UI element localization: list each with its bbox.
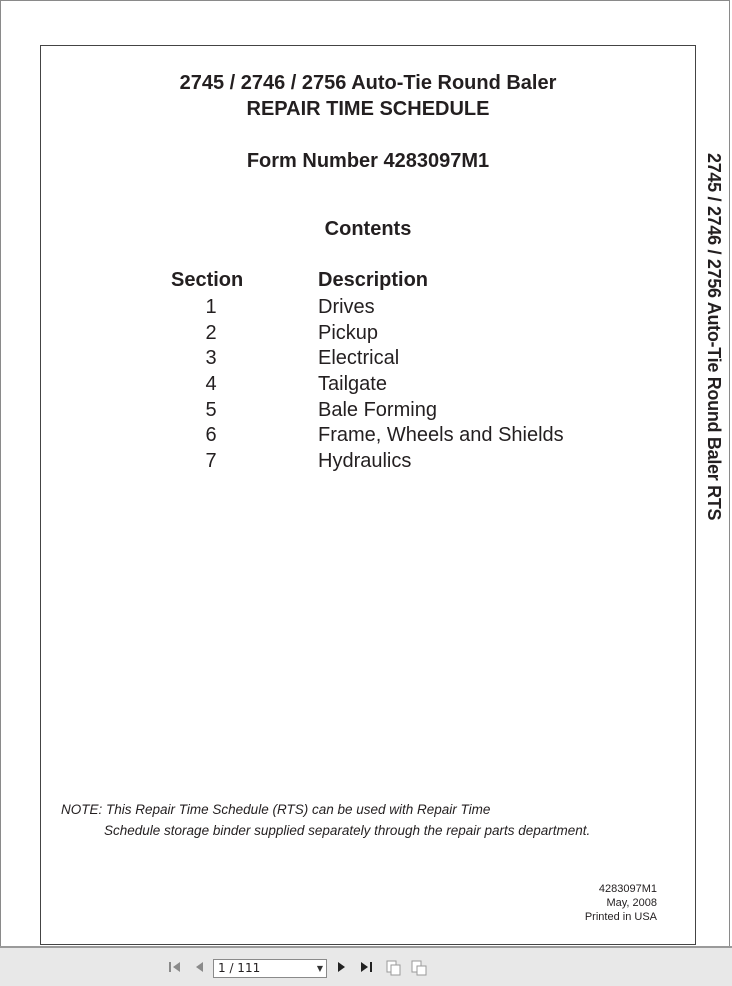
form-number: Form Number 4283097M1 [246, 150, 490, 172]
viewer-toolbar [0, 946, 732, 986]
section-number: 3 [205, 347, 217, 370]
note-line-1: NOTE: This Repair Time Schedule (RTS) can be used with Repair Time [61, 802, 491, 817]
section-number: 4 [205, 373, 217, 396]
description-column-header: Description [318, 269, 429, 291]
previous-page-icon[interactable] [191, 958, 207, 976]
section-description: Drives [318, 296, 375, 318]
document-title: 2745 / 2746 / 2756 Auto-Tie Round Baler [179, 72, 557, 94]
note-line-2: Schedule storage binder supplied separately through the repair parts department. [104, 823, 591, 838]
document-subtitle: REPAIR TIME SCHEDULE [246, 98, 490, 120]
footer-date: May, 2008 [606, 897, 657, 909]
toc-row [41, 296, 695, 322]
contents-heading: Contents [324, 218, 412, 240]
toc-row [41, 322, 695, 348]
content-border [40, 45, 696, 945]
toc-row [41, 424, 695, 450]
section-number: 6 [205, 424, 217, 447]
next-page-icon[interactable] [334, 958, 350, 976]
last-page-icon[interactable] [358, 958, 374, 976]
footer-form-number: 4283097M1 [598, 883, 657, 895]
spine-title: 2745 / 2746 / 2756 Auto-Tie Round Baler RTS [704, 153, 724, 521]
section-description: Tailgate [318, 373, 387, 396]
footer-printed: Printed in USA [584, 911, 657, 923]
section-description: Pickup [318, 321, 379, 344]
table-of-contents [41, 296, 695, 476]
single-page-view-icon[interactable] [386, 960, 400, 976]
toc-row [41, 450, 695, 476]
section-description: Bale Forming [318, 398, 437, 421]
section-description: Frame, Wheels and Shields [318, 424, 564, 447]
section-number: 1 [205, 296, 217, 318]
dropdown-caret-icon[interactable]: ▼ [316, 964, 323, 973]
note-text [61, 799, 590, 841]
footer-info [585, 882, 657, 924]
section-description: Hydraulics [318, 450, 412, 473]
page-number-field[interactable] [213, 959, 327, 978]
page-indicator: 1 / 111 [218, 961, 261, 975]
section-description: Electrical [318, 347, 400, 370]
two-page-view-icon[interactable] [411, 960, 425, 976]
section-number: 5 [205, 398, 217, 421]
toc-row [41, 399, 695, 425]
toc-row [41, 373, 695, 399]
section-column-header: Section [171, 269, 244, 291]
first-page-icon[interactable] [167, 958, 183, 976]
section-number: 2 [205, 321, 217, 344]
toc-row [41, 347, 695, 373]
section-number: 7 [205, 450, 217, 473]
